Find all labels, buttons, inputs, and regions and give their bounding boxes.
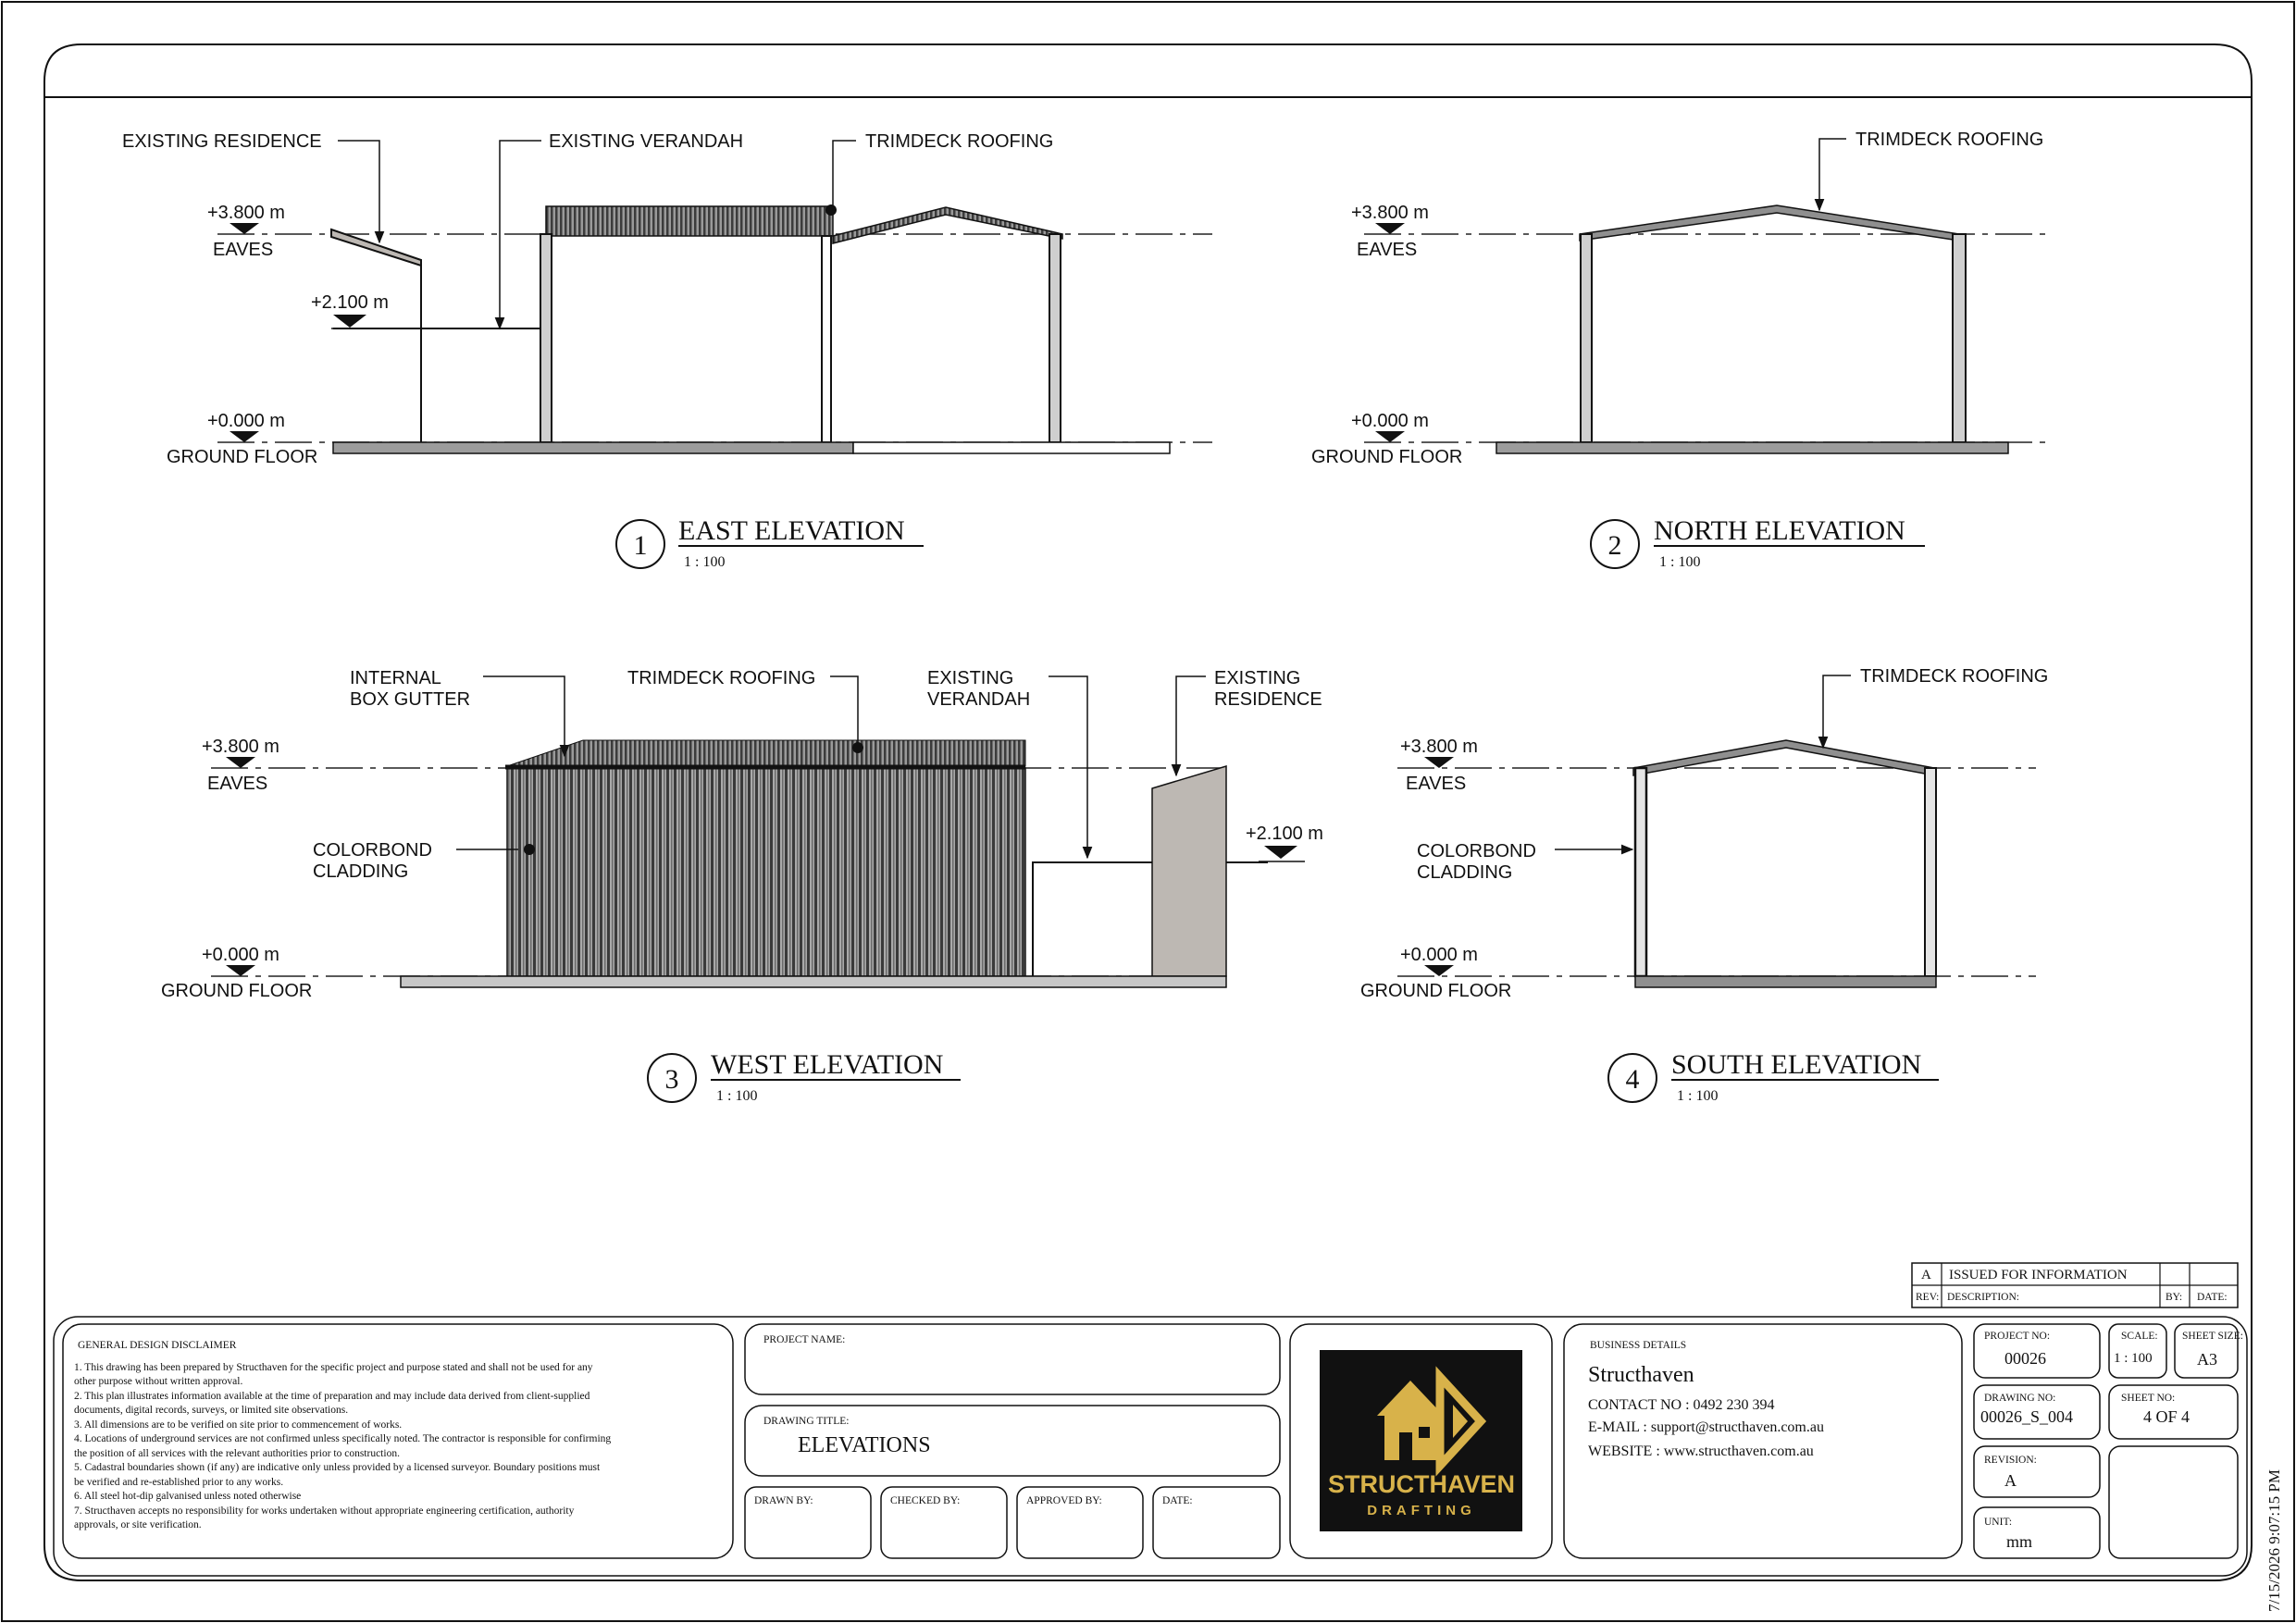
label-trimdeck-roofing: TRIMDECK ROOFING — [627, 668, 816, 688]
leader-verandah — [1049, 676, 1087, 858]
revision-table — [1912, 1263, 2238, 1307]
disclaimer-line: the position of all services with the relevant authorities prior to construction. — [74, 1448, 400, 1459]
label-cladding: CLADDING — [1417, 862, 1513, 883]
scale-label: SCALE: — [2121, 1331, 2158, 1342]
business-email: E-MAIL : support@structhaven.com.au — [1588, 1419, 1824, 1435]
rev-description: ISSUED FOR INFORMATION — [1949, 1268, 2128, 1282]
ground-name: GROUND FLOOR — [161, 981, 313, 1001]
logo-wordmark: STRUCTHAVEN — [1328, 1470, 1515, 1498]
inner-frame — [44, 44, 2252, 1580]
sheet-size: A3 — [2197, 1350, 2217, 1369]
column — [540, 234, 552, 442]
leader-dot — [524, 844, 535, 855]
eaves-value: +3.800 m — [202, 737, 279, 757]
rev-value: A — [1921, 1268, 1931, 1282]
disclaimer-line: approvals, or site verification. — [74, 1519, 202, 1530]
roof-profile — [1633, 740, 1934, 775]
label-trimdeck-roofing: TRIMDECK ROOFING — [1860, 666, 2049, 687]
level-marker-icon — [230, 223, 259, 234]
drawing-no-label: DRAWING NO: — [1984, 1393, 2056, 1404]
drawing-no: 00026_S_004 — [1980, 1407, 2074, 1426]
project-no: 00026 — [2004, 1349, 2046, 1368]
project-name-label: PROJECT NAME: — [763, 1334, 846, 1345]
leader-roofing — [1823, 675, 1851, 748]
sheet-size-label: SHEET SIZE: — [2182, 1331, 2243, 1342]
by-header: BY: — [2166, 1292, 2183, 1303]
description-header: DESCRIPTION: — [1947, 1292, 2019, 1303]
mid-value: +2.100 m — [311, 292, 389, 313]
drawn-by-label: DRAWN BY: — [754, 1495, 813, 1506]
blank-box — [2109, 1446, 2238, 1558]
floor-slab — [1496, 442, 2008, 453]
floor-slab — [1635, 976, 1936, 987]
disclaimer-line: 7. Structhaven accepts no responsibility for works undertaken without appropriate engineering certification, authority — [74, 1505, 575, 1517]
level-marker-icon — [333, 315, 366, 328]
colorbond-cladding — [507, 768, 1025, 976]
view-title: EAST ELEVATION — [678, 515, 905, 546]
title-block — [54, 1317, 2247, 1576]
disclaimer-line: documents, digital records, surveys, or limited site observations. — [74, 1405, 349, 1416]
east-elevation — [122, 131, 1212, 570]
view-number: 1 — [633, 530, 648, 561]
eaves-value: +3.800 m — [207, 203, 285, 223]
view-title: NORTH ELEVATION — [1654, 515, 1905, 546]
view-title: WEST ELEVATION — [711, 1049, 944, 1080]
label-trimdeck-roofing: TRIMDECK ROOFING — [1855, 130, 2044, 150]
label-existing-verandah: EXISTING VERANDAH — [549, 131, 744, 152]
level-marker-icon — [1264, 846, 1297, 859]
rev-header: REV: — [1916, 1292, 1940, 1303]
label-cladding: CLADDING — [313, 861, 409, 882]
level-marker-icon — [1424, 757, 1454, 768]
business-website: WEBSITE : www.structhaven.com.au — [1588, 1443, 1814, 1459]
revision-value: A — [2004, 1471, 2017, 1490]
existing-slab — [853, 442, 1170, 453]
title-block-frame — [54, 1317, 2247, 1576]
south-elevation — [1360, 666, 2048, 1104]
view-scale: 1 : 100 — [1659, 554, 1701, 570]
leader-roofing — [830, 676, 858, 747]
business-box — [1564, 1324, 1962, 1558]
floor-slab — [333, 442, 853, 453]
sheet-no: 4 OF 4 — [2143, 1407, 2191, 1426]
eaves-name: EAVES — [1357, 240, 1418, 260]
ground-value: +0.000 m — [1351, 411, 1429, 431]
column — [1635, 768, 1646, 976]
trimdeck-roof-flat — [546, 206, 833, 236]
existing-residence-roof — [331, 229, 421, 266]
trimdeck-roof — [507, 740, 1025, 766]
floor-slab — [401, 976, 1226, 987]
approved-by-label: APPROVED BY: — [1026, 1495, 1102, 1506]
sheet-no-label: SHEET NO: — [2121, 1393, 2176, 1404]
eaves-name: EAVES — [207, 774, 268, 794]
unit-box — [1974, 1507, 2100, 1558]
label-internal: INTERNAL — [350, 668, 441, 688]
eaves-name: EAVES — [213, 240, 274, 260]
trimdeck-roof-gable — [833, 207, 1062, 243]
leader-roofing — [1819, 139, 1846, 210]
level-marker-icon — [226, 965, 255, 976]
view-scale: 1 : 100 — [716, 1088, 758, 1104]
label-existing: EXISTING — [927, 668, 1014, 688]
label-trimdeck-roofing: TRIMDECK ROOFING — [865, 131, 1054, 152]
label-existing-residence: EXISTING RESIDENCE — [122, 131, 322, 152]
leader-roofing — [833, 141, 856, 207]
logo-subtitle: DRAFTING — [1367, 1503, 1476, 1518]
west-elevation — [161, 668, 1323, 1104]
plot-timestamp: 7/15/2026 9:07:15 PM — [2265, 1469, 2283, 1612]
label-colorbond: COLORBOND — [313, 840, 432, 861]
view-scale: 1 : 100 — [1677, 1088, 1719, 1104]
level-marker-icon — [1424, 965, 1454, 976]
scale-value: 1 : 100 — [2114, 1351, 2153, 1366]
disclaimer-title: GENERAL DESIGN DISCLAIMER — [78, 1340, 237, 1351]
date-label: DATE: — [1162, 1495, 1193, 1506]
level-marker-icon — [1375, 431, 1405, 442]
level-marker-icon — [1375, 223, 1405, 234]
disclaimer-line: 4. Locations of underground services are not confirmed unless specifically noted. The contractor is responsible for confirming — [74, 1433, 612, 1444]
label-verandah: VERANDAH — [927, 689, 1031, 710]
drawing-title: ELEVATIONS — [798, 1433, 931, 1457]
level-marker-icon — [226, 757, 255, 768]
disclaimer-line: 5. Cadastral boundaries shown (if any) are indicative only unless provided by a licensed surveyor. Boundary positions must — [74, 1462, 601, 1473]
leader-residence — [1176, 676, 1206, 775]
revision-label: REVISION: — [1984, 1455, 2037, 1466]
leader-dot — [852, 742, 863, 753]
roof-profile — [1580, 205, 1959, 241]
north-elevation — [1311, 130, 2045, 570]
column — [1581, 234, 1592, 442]
ground-name: GROUND FLOOR — [1360, 981, 1512, 1001]
disclaimer-line: other purpose without written approval. — [74, 1376, 243, 1387]
disclaimer-line: 3. All dimensions are to be verified on site prior to commencement of works. — [74, 1419, 403, 1431]
view-number: 2 — [1607, 530, 1622, 561]
ground-name: GROUND FLOOR — [167, 447, 318, 467]
leader-gutter — [483, 676, 565, 756]
unit-value: mm — [2006, 1532, 2033, 1551]
business-contact: CONTACT NO : 0492 230 394 — [1588, 1397, 1775, 1413]
mid-value: +2.100 m — [1246, 824, 1323, 844]
view-scale: 1 : 100 — [684, 554, 726, 570]
unit-label: UNIT: — [1984, 1517, 2013, 1528]
sheet-border — [2, 2, 2294, 1621]
level-marker-icon — [230, 431, 259, 442]
column — [1049, 234, 1061, 442]
eaves-value: +3.800 m — [1351, 203, 1429, 223]
view-number: 4 — [1625, 1064, 1640, 1095]
label-colorbond: COLORBOND — [1417, 841, 1536, 861]
ground-value: +0.000 m — [207, 411, 285, 431]
drawing-title-label: DRAWING TITLE: — [763, 1416, 850, 1427]
business-name: Structhaven — [1588, 1363, 1694, 1387]
verandah-line — [1033, 862, 1268, 976]
ground-name: GROUND FLOOR — [1311, 447, 1463, 467]
existing-residence — [1152, 766, 1226, 976]
disclaimer-line: 1. This drawing has been prepared by Structhaven for the specific project and purpose stated and shall not be used for any — [74, 1362, 593, 1373]
eaves-name: EAVES — [1406, 774, 1467, 794]
disclaimer-line: be verified and re-established prior to any works. — [74, 1477, 284, 1488]
ground-value: +0.000 m — [202, 945, 279, 965]
ground-value: +0.000 m — [1400, 945, 1478, 965]
disclaimer-line: 2. This plan illustrates information available at the time of preparation and may include data derived from client-supplied — [74, 1391, 590, 1402]
date-header: DATE: — [2197, 1292, 2228, 1303]
project-no-label: PROJECT NO: — [1984, 1331, 2051, 1342]
column — [1925, 768, 1936, 976]
label-box-gutter: BOX GUTTER — [350, 689, 471, 710]
view-number: 3 — [664, 1064, 679, 1095]
disclaimer-line: 6. All steel hot-dip galvanised unless noted otherwise — [74, 1491, 302, 1502]
label-residence: RESIDENCE — [1214, 689, 1322, 710]
label-existing: EXISTING — [1214, 668, 1301, 688]
business-label: BUSINESS DETAILS — [1590, 1340, 1687, 1351]
eaves-value: +3.800 m — [1400, 737, 1478, 757]
leader-dot — [825, 204, 837, 216]
column — [822, 236, 831, 442]
checked-by-label: CHECKED BY: — [890, 1495, 961, 1506]
view-title: SOUTH ELEVATION — [1671, 1049, 1922, 1080]
column — [1953, 234, 1966, 442]
leader-residence — [338, 141, 379, 242]
